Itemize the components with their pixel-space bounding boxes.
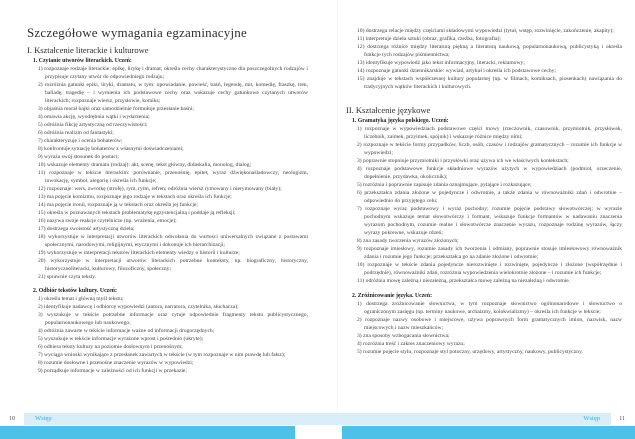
requirement-item: 5) odróżnia fikcję artystyczną od rzeczywistości;: [38, 122, 148, 128]
requirement-item: 21) sprawnie czyta teksty.: [38, 274, 97, 280]
requirement-item: 8) konfrontuje sytuację bohaterów z własnymi doświadczeniami;: [38, 146, 184, 152]
requirement-item: 4) odróżnia zawarte w tekście informacje ważne od informacji drugorzędnych;: [38, 328, 215, 334]
requirement-item: 12) rozpoznaje: wers, zwrotkę (strofę), rym, rytm, refren; odróżnia wiersz rymowany i nierymowany (biały);: [38, 186, 282, 192]
requirement-item: 3) objaśnia morał bajki oraz samodzielnie formułuje przesłanie baśni;: [38, 106, 194, 112]
requirement-item: 2) rozróżnia gatunki epiki, liryki, dramatu, w tym: opowiadanie, powieść, baśń, legendę, mit, komedię, fraszkę, tren, balladę, tragedię – i wymienia ich podstawowe cechy oraz wskazuje cechy gatunkowe czytanych utworów literackich; rozpoznaje wiersz, przysłowie, komiks;: [38, 82, 308, 104]
footer-chapter-label-left: Wstęp: [35, 415, 52, 422]
requirement-item: 6) odbiera teksty kultury na poziomie dosłownym i przenośnym;: [38, 344, 183, 350]
requirement-item: 9) porządkuje informacje w zależności od ich funkcji w przekazie;: [38, 368, 187, 374]
requirement-item: 15) określa w poznawanych tekstach problematykę egzystencjalną i poddaje ją refleksji;: [38, 210, 236, 216]
page-number-left: 10: [9, 416, 15, 422]
page-right: [318, 0, 635, 439]
requirement-item: 9) rozpoznaje imiesłowy, rozumie zasady ich tworzenia i odmiany, poprawnie stosuje imiesłowowy równoważnik zdania i rozumie jego funkcje; przekształca go na zdanie złożone i odwrotnie;: [357, 246, 622, 260]
requirement-item: 11) rozpoznaje w tekście literackim: porównanie, przenośnię, epitet, wyraz dźwiękonaśladowczy, neologizm, inwokację, symbol, alegorię i określa ich funkcje;: [38, 170, 308, 184]
requirement-item: 2) rozpoznaje w tekście formy przypadków, liczb, osób, czasów i rodzajów gramatycznych – rozumie ich funkcje w wypowiedzi;: [357, 142, 622, 156]
requirement-item: 2) rozpoznaje nazwy osobowe i miejscowe, używa poprawnych form gramatycznych imion, nazwisk, nazw miejscowych i nazw mieszkańców;: [357, 317, 622, 331]
requirement-item: 2) identyfikuje nadawcę i odbiorcę wypowiedzi (autora, narratora, czytelnika, słuchacza);: [38, 304, 239, 310]
requirement-item: 9) wyraża swój stosunek do postaci;: [38, 154, 119, 160]
requirement-item: 14) rozpoznaje gatunki dziennikarskie: wywiad, artykuł i określa ich podstawowe cechy;: [357, 68, 556, 74]
requirement-item: 10) dostrzega relacje między częściami składowymi wypowiedzi (tytuł, wstęp, rozwinięcie, zakończenie, akapity);: [357, 28, 614, 34]
requirement-item: 7) rozpoznaje wyraz podstawowy i wyraz pochodny; rozumie pojęcie podstawy słowotwórczej; w wyrazie pochodnym wskazuje temat słowotwórczy i formant, wskazuje funkcje formantów w nadawaniu znaczenia wyrazom pochodnym, rozumie realne i słowotwórcze znaczenie wyrazu, rozpoznaje rodzinę wyrazów, łączy wyrazy pokrewne, wskazuje rdzeń;: [357, 206, 622, 236]
requirement-item: 16) nazywa swoje reakcje czytelnicze (np. wrażenia, emocje);: [38, 218, 177, 224]
requirement-item: 13) identyfikuje wypowiedź jako tekst informacyjny, literacki, reklamowy;: [357, 60, 525, 66]
requirement-item: 6) odróżnia realizm od fantastyki;: [38, 130, 114, 136]
requirement-item: 8) rozumie dosłowne i przenośne znaczenie wyrazów w wypowiedzi;: [38, 360, 194, 366]
requirements-list-odbior-continued: [357, 27, 622, 91]
requirement-item: 19) wykorzystuje w interpretacji tekstów literackich elementy wiedzy o historii i kulturze;: [38, 250, 240, 256]
requirement-item: 5) rozumie pojęcie stylu, rozpoznaje styl potoczny, urzędowy, artystyczny, naukowy, publicystyczny.: [357, 349, 583, 355]
page-number-right: 11: [619, 416, 625, 422]
requirement-item: 6) przekształca zdania złożone w pojedyncze i odwrotnie, a także zdania w równoważniki zdań i odwrotnie – odpowiednio do przyjętego celu;: [357, 190, 622, 204]
requirement-item: 11) interpretuje dzieła sztuki (obraz, grafika, rzeźba, fotografia);: [357, 36, 501, 42]
bottom-strip-left: [0, 426, 295, 439]
requirement-item: 20) wykorzystuje w interpretacji utworów literackich potrzebne konteksty, np. biograficzny, historyczny, historycznoliteracki, kulturowy, filozoficzny, społeczny;: [38, 258, 308, 272]
requirement-item: 4) omawia akcję, wyodrębnia wątki i wydarzenia;: [38, 114, 150, 120]
footer-bar: [24, 413, 611, 425]
requirement-item: 15) znajduje w tekstach współczesnej kultury popularnej (np. w filmach, komiksach, piosenkach) nawiązania do tradycyjnych wątków literackich i kulturowych.: [357, 76, 622, 90]
requirement-item: 3) poprawnie stopniuje przymiotniki i przysłówki oraz używa ich we właściwych kontekstach;: [357, 158, 569, 164]
requirement-item: 1) określa temat i główną myśl tekstu;: [38, 296, 124, 302]
footer-chapter-label-right: Wstęp: [583, 415, 600, 422]
requirement-item: 5) wyszukuje w tekście informacje wyrażone wprost i pośrednio (ukryte);: [38, 336, 204, 342]
requirement-item: 17) dostrzega swoistość artystyczną dzieła;: [38, 226, 135, 232]
requirements-list-czytanie: [38, 65, 308, 281]
requirement-item: 7) charakteryzuje i ocenia bohaterów;: [38, 138, 123, 144]
requirements-list-zroznicowanie: [357, 300, 622, 356]
subsection-heading-czytanie: 1. Czytanie utworów literackich. Uczeń:: [33, 58, 132, 64]
requirement-item: 8) zna zasady tworzenia wyrazów złożonych;: [357, 238, 459, 244]
document-title: Szczegółowe wymagania egzaminacyjne: [27, 25, 247, 40]
requirement-item: 18) wykorzystuje w interpretacji utworów literackich odwołania do wartości uniwersalnych związane z postawami społecznymi, narodowymi, religijnymi, etycznymi i dokonuje ich hierarchizacji;: [38, 234, 308, 248]
bottom-strip-right: [342, 426, 635, 439]
requirement-item: 1) rozpoznaje w wypowiedziach podstawowe części mowy (rzeczownik, czasownik, przymiotnik, przysłówek, liczebnik, zaimek, przyimek, spójnik) i wskazuje różnice między nimi;: [357, 126, 622, 140]
requirement-item: 3) zna sposoby wzbogacania słownictwa;: [357, 333, 450, 339]
requirements-list-gramatyka: [357, 125, 622, 285]
requirement-item: 11) odróżnia mowę zależną i niezależną, przekształca mowę zależną na niezależną i odwrotnie.: [357, 278, 571, 284]
requirement-item: 1) rozpoznaje rodzaje literackie: epikę, lirykę i dramat; określa cechy charakterystyczne dla poszczególnych rodzajów i przypisuje czytany utwór do odpowiedniego rodzaju;: [38, 66, 308, 80]
requirement-item: 3) wyszukuje w tekście potrzebne informacje oraz cytuje odpowiednie fragmenty tekstu publicystycznego, popularnonaukowego lub naukowego;: [38, 312, 308, 326]
section-heading-jezykowe: II. Kształcenie językowe: [346, 105, 431, 115]
requirement-item: 10) rozpoznaje w tekście zdania pojedyncze nierozwinięte i rozwinięte, pojedyncze i złożone (współrzędnie i podrzędnie), równoważniki zdań, rozróżnia wypowiedzenia wielokrotnie złożone – i rozumie ich funkcje;: [357, 262, 622, 276]
requirement-item: 10) wskazuje elementy dramatu (rodzaj): akt, scenę, tekst główny, didaskalia, monolog, dialog;: [38, 162, 252, 168]
requirements-list-odbior: [38, 295, 308, 375]
requirement-item: 5) rozróżnia i poprawnie zapisuje zdania oznajmujące, pytające i rozkazujące;: [357, 182, 532, 188]
subsection-heading-zroznicowanie: 2. Zróżnicowanie języka. Uczeń:: [352, 293, 433, 299]
requirement-item: 7) wyciąga wnioski wynikające z przesłanek zawartych w tekście (w tym rozpoznaje w nim prawdę lub fałsz);: [38, 352, 286, 358]
subsection-heading-gramatyka: 1. Gramatyka języka polskiego. Uczeń:: [352, 118, 449, 124]
requirement-item: 4) rozpoznaje podstawowe funkcje składniowe wyrazów użytych w wypowiedziach (podmiot, orzeczenie, dopełnienie, przydawka, okolicznik);: [357, 166, 622, 180]
requirement-item: 4) rozróżnia treść i zakres znaczeniowy wyrazu;: [357, 341, 465, 347]
requirement-item: 14) ma pojęcie ironii, rozpoznaje ją w tekstach oraz określa jej funkcje;: [38, 202, 198, 208]
requirement-item: 1) dostrzega zróżnicowanie słownictwa, w tym rozpoznaje słownictwo ogólnonarodowe i słownictwo o ograniczonym zasięgu (np. terminy naukowe, archaizmy, kolokwializmy) – określa ich funkcje w tekście;: [357, 301, 622, 315]
section-heading-literackie: I. Kształcenie literackie i kulturowe: [27, 45, 149, 55]
requirement-item: 12) dostrzega różnice między literaturą piękną a literaturą naukową, popularnonaukową, publicystyką i określa funkcje tych rodzajów piśmiennictwa;: [357, 44, 622, 58]
subsection-heading-odbior: 2. Odbiór tekstów kultury. Uczeń:: [33, 288, 117, 294]
requirement-item: 13) ma pojęcie komizmu, rozpoznaje jego rodzaje w tekstach oraz określa ich funkcje;: [38, 194, 232, 200]
